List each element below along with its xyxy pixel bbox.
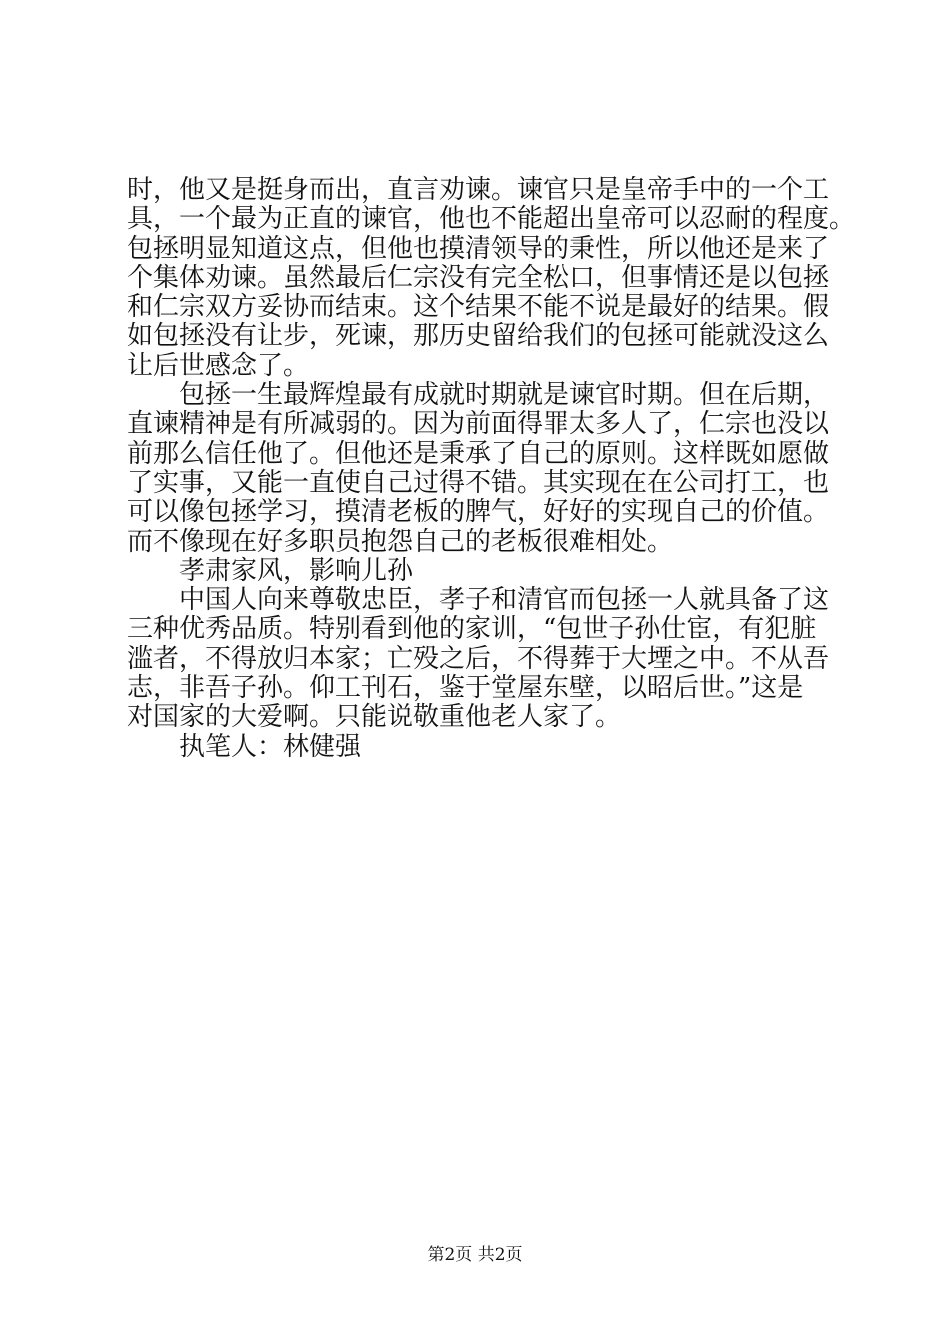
- text-line: 让后世感念了。: [127, 350, 310, 381]
- text-line: 时，他又是挺身而出，直言劝谏。谏官只是皇帝手中的一个工: [127, 175, 830, 205]
- text-line: 包拯明显知道这点，但他也摸清领导的秉性，所以他还是来了: [127, 233, 830, 264]
- text-line: 个集体劝谏。虽然最后仁宗没有完全松口，但事情还是以包拯: [127, 262, 830, 293]
- text-line: 可以像包拯学习，摸清老板的脾气，好好的实现自己的价值。: [127, 497, 830, 528]
- paragraph-start-line: 包拯一生最辉煌最有成就时期就是谏官时期。但在后期，: [179, 380, 830, 411]
- page-number-footer: 第2页 共2页: [427, 1245, 523, 1265]
- text-line: 而不像现在好多职员抱怨自己的老板很难相处。: [127, 526, 674, 557]
- text-line: 具，一个最为正直的谏官，他也不能超出皇帝可以忍耐的程度。: [127, 204, 856, 235]
- text-line: 和仁宗双方妥协而结束。这个结果不能不说是最好的结果。假: [127, 292, 830, 323]
- text-line: 前那么信任他了。但他还是秉承了自己的原则。这样既如愿做: [127, 438, 830, 469]
- paragraph-start-line: 中国人向来尊敬忠臣，孝子和清官而包拯一人就具备了这: [179, 585, 830, 616]
- text-line: 对国家的大爱啊。只能说敬重他老人家了。: [127, 702, 622, 733]
- text-line: 直谏精神是有所减弱的。因为前面得罪太多人了，仁宗也没以: [127, 409, 830, 440]
- text-line: 了实事，又能一直使自己过得不错。其实现在在公司打工，也: [127, 467, 830, 498]
- text-line: 如包拯没有让步，死谏，那历史留给我们的包拯可能就没这么: [127, 321, 830, 352]
- text-line: 三种优秀品质。特别看到他的家训，“包世子孙仕宦，有犯脏: [127, 614, 817, 645]
- document-body: [127, 175, 856, 762]
- text-line: 志，非吾子孙。仰工刊石，鉴于堂屋东壁，以昭后世。”这是: [127, 673, 804, 704]
- text-line: 滥者，不得放归本家；亡殁之后，不得葬于大堙之中。不从吾: [127, 643, 830, 674]
- section-heading: 孝肃家风，影响儿孙: [179, 555, 414, 586]
- author-signature: 执笔人：林健强: [179, 731, 362, 762]
